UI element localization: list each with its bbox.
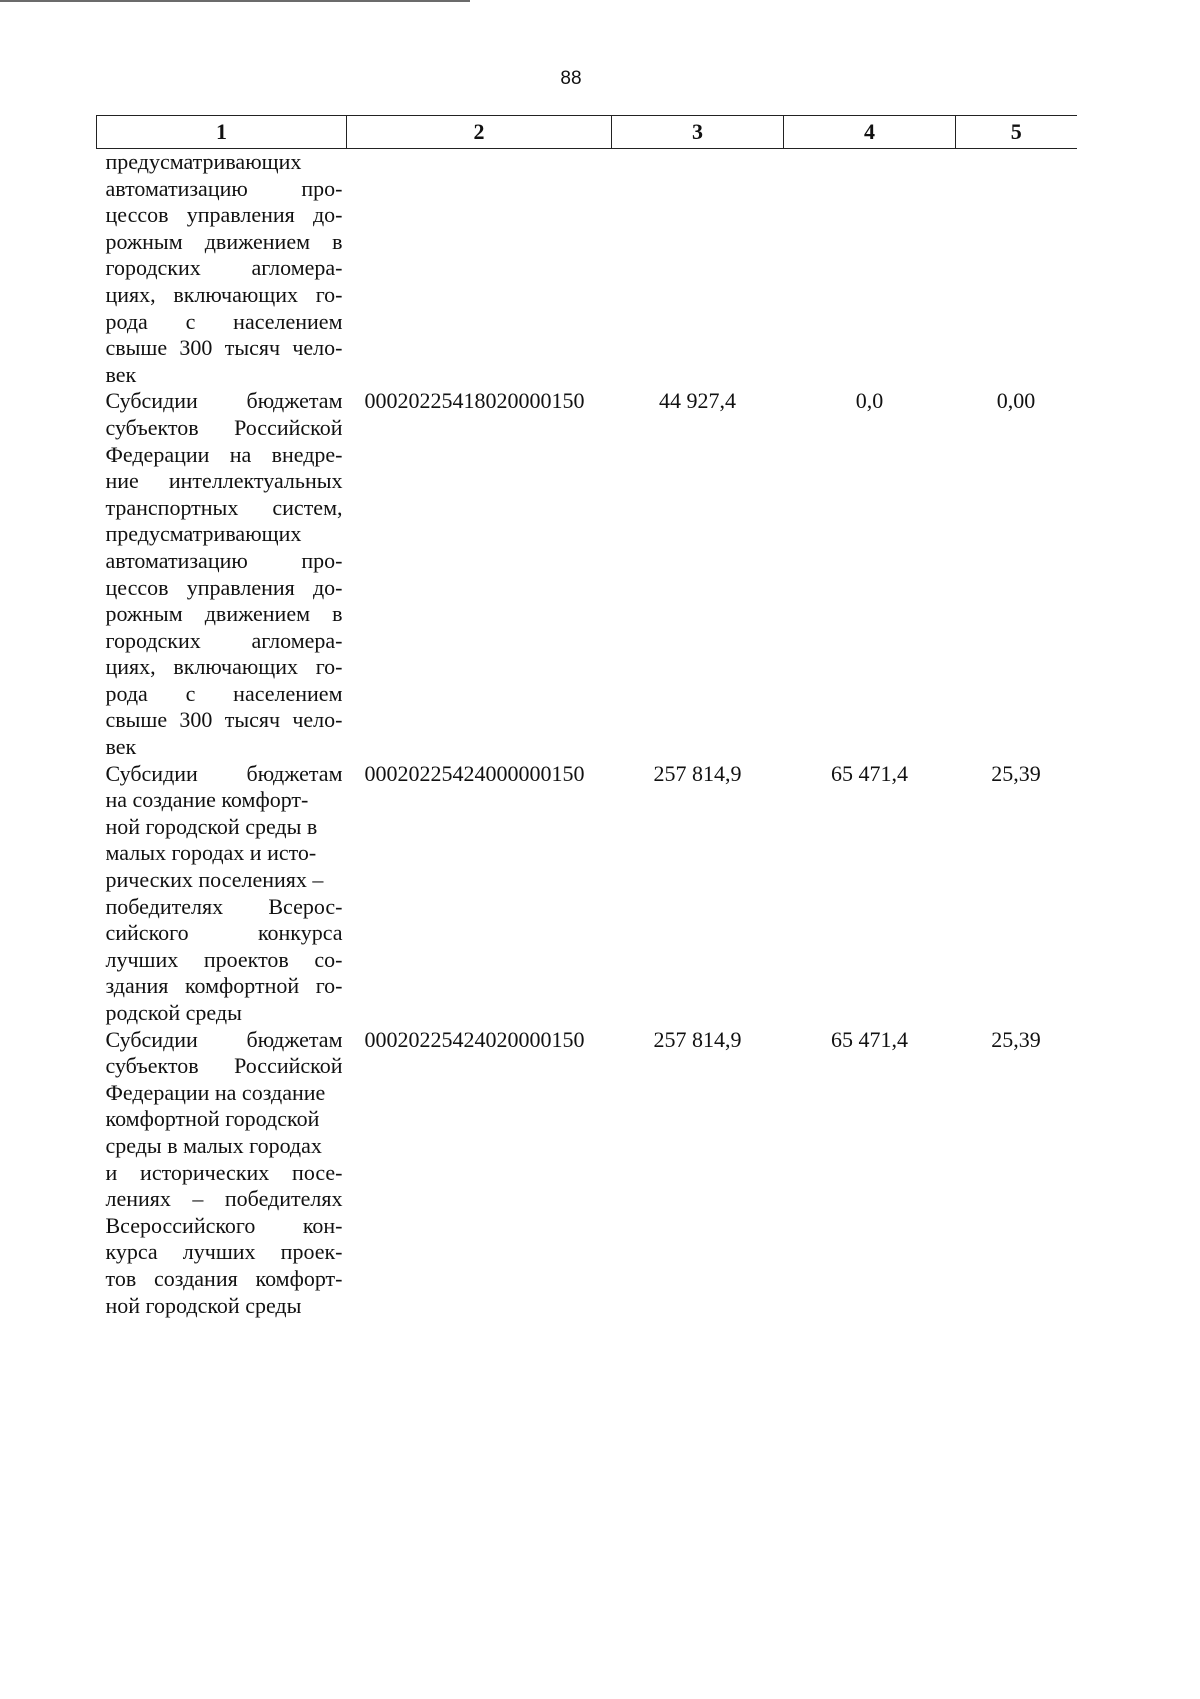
description-line: транспортных систем, <box>105 494 343 520</box>
description-line: субъектов Российской <box>105 1053 343 1079</box>
table-row <box>97 388 1077 760</box>
column-header-4: 4 <box>784 116 956 149</box>
row-value-col5 <box>956 149 1077 389</box>
description-line: век <box>105 734 137 760</box>
description-line: автоматизацию про- <box>105 175 343 201</box>
description-line: малых городах и исто- <box>105 840 317 866</box>
description-line: Субсидии бюджетам <box>105 388 343 414</box>
description-line: циях, включающих го- <box>105 281 343 307</box>
table-row <box>97 149 1077 389</box>
description-line: городских агломера- <box>105 255 343 281</box>
description-line: городских агломера- <box>105 627 343 653</box>
description-line: предусматривающих <box>105 149 302 174</box>
row-value-col3: 257 814,9 <box>653 1026 742 1052</box>
row-description <box>97 149 347 389</box>
description-line: рожным движением в <box>105 228 343 254</box>
description-line: рических поселениях – <box>105 867 324 893</box>
row-value-col5: 0,00 <box>996 388 1036 414</box>
description-line: цессов управления до- <box>105 574 343 600</box>
row-value-col3: 44 927,4 <box>659 388 736 414</box>
description-line: ной городской среды в <box>105 813 318 839</box>
description-line: век <box>105 361 137 387</box>
budget-table <box>96 115 1077 1319</box>
row-description <box>97 761 347 1027</box>
description-line: свыше 300 тысяч чело- <box>105 335 343 361</box>
description-line: предусматривающих <box>105 521 302 547</box>
description-line: комфортной городской <box>105 1106 320 1132</box>
description-line: Всероссийского кон- <box>105 1212 343 1238</box>
column-header-3: 3 <box>612 116 784 149</box>
description-line: Субсидии бюджетам <box>105 760 343 786</box>
table-row <box>97 1027 1077 1320</box>
row-value-col5: 25,39 <box>991 1026 1041 1052</box>
row-value-col3 <box>612 149 784 389</box>
description-line: лениях – победителях <box>105 1186 343 1212</box>
row-description <box>97 388 347 760</box>
row-description <box>97 1027 347 1320</box>
table-row <box>97 761 1077 1027</box>
description-line: рода с населением <box>105 308 343 334</box>
description-line: рода с населением <box>105 680 343 706</box>
description-line: субъектов Российской <box>105 414 343 440</box>
column-header-1: 1 <box>97 116 347 149</box>
table-header <box>97 116 1077 149</box>
row-value-col4: 65 471,4 <box>831 760 908 786</box>
scan-edge <box>0 0 470 2</box>
column-header-5: 5 <box>956 116 1077 149</box>
row-value-col4: 0,0 <box>855 388 884 414</box>
row-value-col3: 257 814,9 <box>653 760 742 786</box>
description-line: сийского конкурса <box>105 920 343 946</box>
page-number: 88 <box>560 68 582 89</box>
description-line: курса лучших проек- <box>105 1239 343 1265</box>
description-line: Федерации на внедре- <box>105 441 343 467</box>
header-row <box>97 116 1077 149</box>
row-code <box>347 149 612 389</box>
description-line: циях, включающих го- <box>105 654 343 680</box>
description-line: ние интеллектуальных <box>105 468 343 494</box>
description-line: рожным движением в <box>105 601 343 627</box>
description-line: среды в малых городах <box>105 1132 322 1158</box>
row-code: 00020225424020000150 <box>364 1026 585 1052</box>
row-code: 00020225424000000150 <box>364 760 585 786</box>
description-line: лучших проектов со- <box>105 946 343 972</box>
description-line: родской среды <box>105 1000 242 1025</box>
description-line: победителях Всерос- <box>105 893 343 919</box>
description-line: и исторических посе- <box>105 1159 343 1185</box>
row-value-col4: 65 471,4 <box>831 1026 908 1052</box>
row-value-col5: 25,39 <box>991 760 1041 786</box>
table-body <box>97 149 1077 1320</box>
description-line: Субсидии бюджетам <box>105 1026 343 1052</box>
column-header-2: 2 <box>347 116 612 149</box>
description-line: здания комфортной го- <box>105 973 343 999</box>
description-line: тов создания комфорт- <box>105 1265 343 1291</box>
description-line: цессов управления до- <box>105 202 343 228</box>
description-line: на создание комфорт- <box>105 787 309 813</box>
row-value-col4 <box>784 149 956 389</box>
description-line: свыше 300 тысяч чело- <box>105 707 343 733</box>
description-line: Федерации на создание <box>105 1079 326 1105</box>
description-line: ной городской среды <box>105 1292 302 1318</box>
row-code: 00020225418020000150 <box>364 388 585 414</box>
description-line: автоматизацию про- <box>105 547 343 573</box>
